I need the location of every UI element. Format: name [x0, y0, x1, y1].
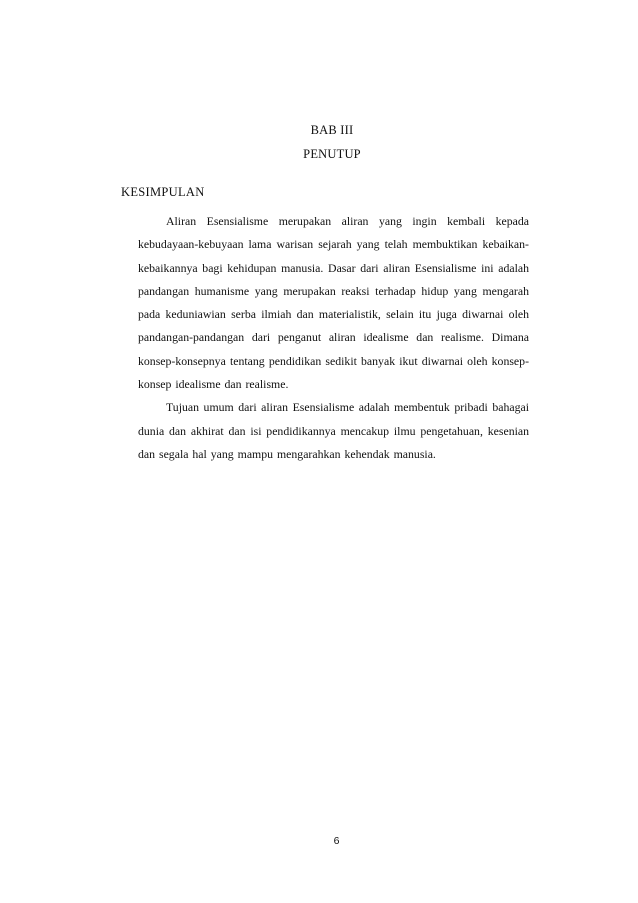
- chapter-title: PENUTUP: [303, 147, 361, 161]
- paragraph-2: Tujuan umum dari aliran Esensialisme adalah membentuk pribadi bahagai dunia dan akhirat dan isi pendidikannya mencakup ilmu pengetahuan, kesenian dan segala hal yang mampu mengarahkan kehendak manusia.: [138, 400, 529, 461]
- paragraph-1: Aliran Esensialisme merupakan aliran yang ingin kembali kepada kebudayaan-kebuyaan lama warisan sejarah yang telah membuktikan kebaikan-kebaikannya bagi kehidupan manusia. Dasar dari aliran Esensialisme ini adalah pandangan humanisme yang merupakan reaksi terhadap hidup yang mengarah pada keduniawian serba ilmiah dan materialistik, selain itu juga diwarnai oleh pandangan-pandangan dari penganut aliran idealisme dan realisme. Dimana konsep-konsepnya tentang pendidikan sedikit banyak ikut diwarnai oleh konsep-konsep idealisme dan realisme.: [138, 214, 529, 392]
- body-text: [138, 210, 529, 466]
- section-heading: KESIMPULAN: [121, 185, 205, 199]
- page-number: 6: [333, 835, 340, 847]
- chapter-number: BAB III: [310, 123, 354, 137]
